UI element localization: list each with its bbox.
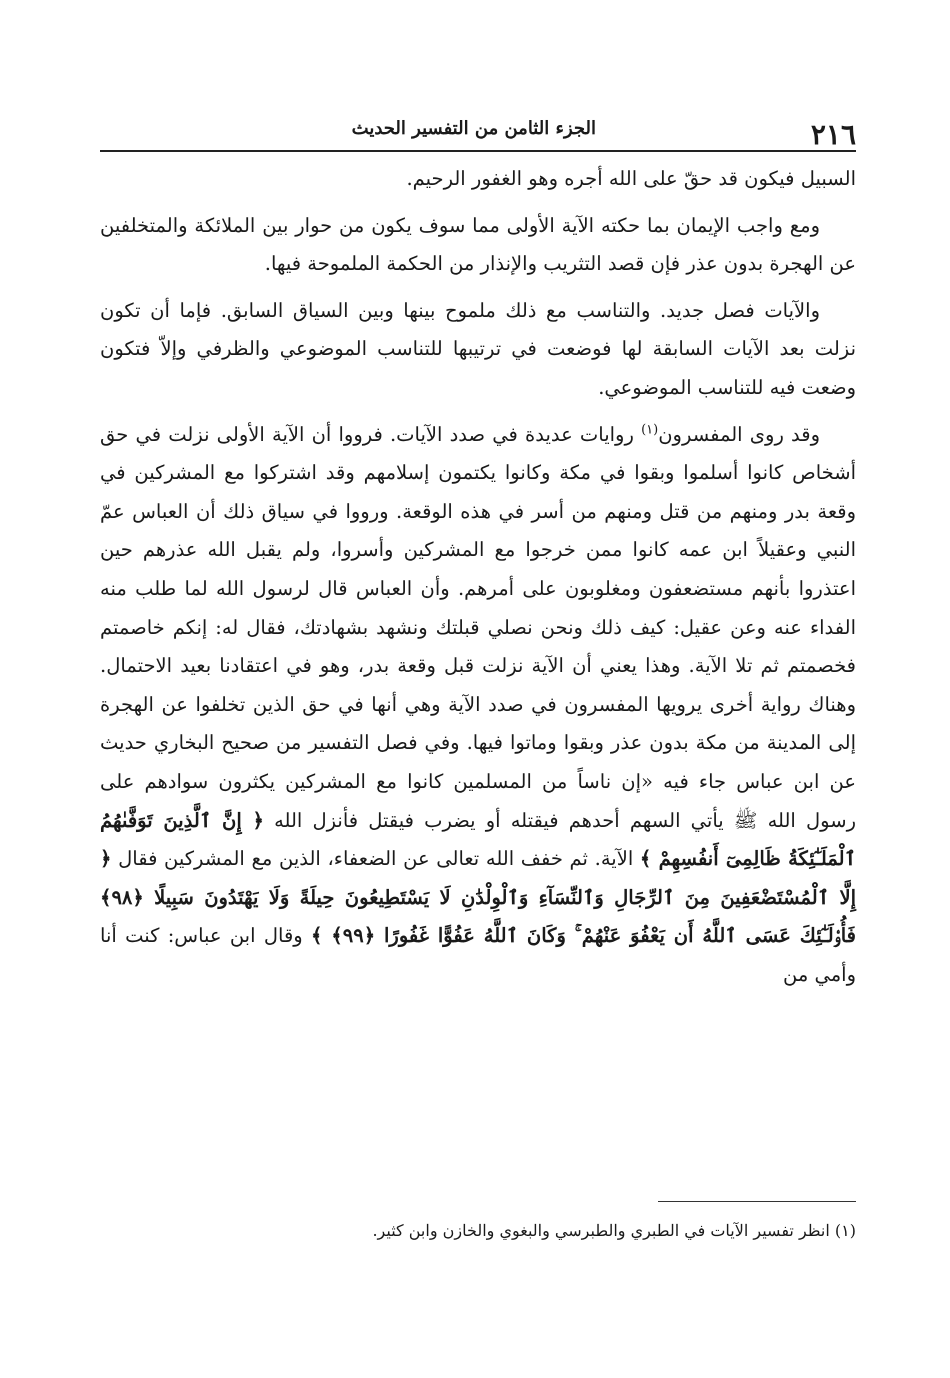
paragraph-4-ending: وقال ابن عباس: كنت أنا وأمي من xyxy=(100,924,856,986)
footnote-number: (١) xyxy=(834,1221,856,1240)
quran-verse-97: ﴿ إِنَّ ٱلَّذِينَ تَوَفَّىٰهُمُ ٱلْمَلَـٰٓئِكَةُ ظَالِمِىٓ أَنفُسِهِمْ ﴾ xyxy=(100,808,856,871)
paragraph-4 xyxy=(100,416,856,995)
main-text xyxy=(100,160,856,1002)
paragraph-4-body: روايات عديدة في صدد الآيات. فرووا أن الآية الأولى نزلت في حق أشخاص كانوا أسلموا وبقوا في مكة وكانوا يكتمون إسلامهم وقد اشتركوا مع المشركين في وقعة بدر ومنهم من قتل ومنهم من أسر في هذه الوقعة. ورووا في سياق ذلك أن العباس عمّ النبي وعقيلاً ابن عمه كانوا ممن خرجوا مع المشركين وأسروا، ولم يقبل الله عذرهم حين اعتذروا بأنهم مستضعفون ومغلوبون على أمرهم. وأن العباس قال لرسول الله لما طلب منه الفداء عنه وعن عقيل: كيف ذلك ونحن نصلي قبلتك ونشهد بشهادتك، فقال له: إنكم خاصمتم فخصمتم ثم تلا الآية. وهذا يعني أن الآية نزلت قبل وقعة بدر، وهو في اعتقادنا بعيد الاحتمال. وهناك رواية أخرى يرويها المفسرون في صدد الآية وهي أنها في حق الذين تخلفوا عن الهجرة إلى المدينة من مكة بدون عذر وبقوا وماتوا فيها. وفي فصل التفسير من صحيح البخاري حديث عن ابن عباس جاء فيه «إن ناساً من المسلمين كانوا مع المشركين يكثرون سوادهم على رسول الله ﷺ يأتي السهم أحدهم فيقتله أو يضرب فيقتل فأنزل الله xyxy=(100,422,856,832)
page-number: ٢١٦ xyxy=(810,118,856,151)
quran-verses-98-99: ﴿ إِلَّا ٱلْمُسْتَضْعَفِينَ مِنَ ٱلرِّجَالِ وَٱلنِّسَآءِ وَٱلْوِلْدَٰنِ لَا يَسْتَطِيعُونَ حِيلَةً وَلَا يَهْتَدُونَ سَبِيلًا ﴿٩٨﴾ فَأُو۟لَـٰٓئِكَ عَسَى ٱللَّهُ أَن يَعْفُوَ عَنْهُمْ ۚ وَكَانَ ٱللَّهُ عَفُوًّا غَفُورًا ﴿٩٩﴾ ﴾ xyxy=(100,847,857,948)
running-title: الجزء الثامن من التفسير الحديث xyxy=(351,118,596,139)
paragraph-1: السبيل فيكون قد حقّ على الله أجره وهو الغفور الرحيم. xyxy=(406,167,856,190)
footnote-reference: (١) xyxy=(641,422,659,438)
header-divider xyxy=(100,150,856,152)
paragraph-3: والآيات فصل جديد. والتناسب مع ذلك ملموح بينها وبين السياق السابق. فإما أن تكون نزلت بعد الآيات السابقة لها فوضعت في ترتيبها للتناسب الموضوعي والظرفي وإلاّ فتكون وضعت فيه للتناسب الموضوعي. xyxy=(100,298,856,399)
paragraph-4-middle: الآية. ثم خفف الله تعالى عن الضعفاء، الذين مع المشركين فقال xyxy=(111,847,640,871)
footnote xyxy=(100,1218,856,1244)
paragraph-4-opening: وقد روى المفسرون xyxy=(658,422,820,446)
paragraph-2: ومع واجب الإيمان بما حكته الآية الأولى مما سوف يكون من حوار بين الملائكة والمتخلفين عن الهجرة بدون عذر فإن قصد التثريب والإنذار من الحكمة الملموحة فيها. xyxy=(100,213,856,276)
footnote-text: انظر تفسير الآيات في الطبري والطبرسي والبغوي والخازن وابن كثير. xyxy=(372,1221,830,1240)
page-header xyxy=(100,112,856,150)
footnote-divider xyxy=(658,1201,856,1202)
